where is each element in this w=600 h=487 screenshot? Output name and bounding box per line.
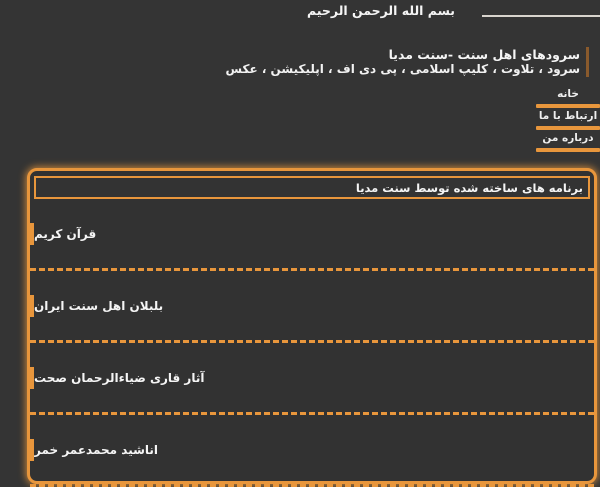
program-item-quran[interactable] — [30, 199, 594, 271]
item-tick-marker — [30, 295, 34, 317]
nav-item-home-label: خانه — [557, 88, 579, 100]
program-item-label: قرآن کریم — [34, 226, 97, 241]
site-title: سرودهای اهل سنت -سنت مدیا — [388, 47, 580, 62]
bismillah-text: بسم الله الرحمن الرحيم — [307, 3, 455, 18]
nav-underline-bar — [536, 104, 600, 108]
nav-underline-bar — [536, 148, 600, 152]
program-item-bolbolan[interactable] — [30, 271, 594, 343]
program-item-anasheed[interactable] — [30, 415, 594, 487]
main-nav — [536, 87, 600, 153]
program-item-label: اناشید محمدعمر خمر — [34, 442, 159, 457]
program-item-label: بلبلان اهل سنت ایران — [34, 298, 164, 313]
programs-panel-title: برنامه های ساخته شده توسط سنت مدیا — [34, 176, 590, 199]
nav-item-about-label: درباره من — [542, 132, 594, 144]
nav-item-contact-label: ارتباط با ما — [538, 110, 598, 122]
item-tick-marker — [30, 367, 34, 389]
nav-item-home[interactable] — [536, 87, 600, 108]
top-divider-line — [482, 15, 600, 17]
program-item-qari-zia[interactable] — [30, 343, 594, 415]
item-tick-marker — [30, 223, 34, 245]
nav-item-contact[interactable] — [536, 109, 600, 130]
program-item-label: آثار قاری ضیاءالرحمان صحت — [34, 370, 205, 385]
site-subtitle: سرود ، تلاوت ، کلیپ اسلامی ، پی دی اف ، اپلیکیشن ، عکس — [225, 62, 580, 76]
nav-item-about[interactable] — [536, 131, 600, 152]
site-header — [226, 47, 590, 77]
nav-underline-bar — [536, 126, 600, 130]
program-list — [30, 199, 594, 487]
programs-panel — [27, 168, 597, 484]
